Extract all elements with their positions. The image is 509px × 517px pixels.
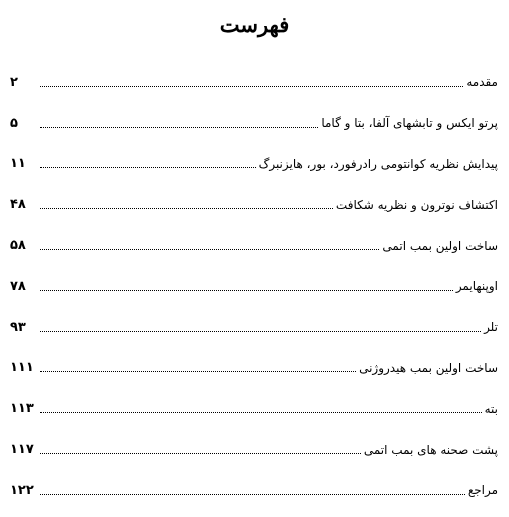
toc-page-number: ۱۲۲ (10, 482, 34, 498)
toc-entry-title: بته (484, 401, 498, 416)
dot-leader (40, 290, 453, 291)
toc-entry[interactable] (10, 144, 498, 185)
toc-page-number: ۵ (10, 115, 18, 131)
toc-entry[interactable] (10, 266, 498, 307)
toc-page-number: ۹۳ (10, 319, 26, 335)
toc-entry-title: پشت صحنه های بمب اتمی (363, 442, 498, 457)
toc-entry-title: اوپنهایمر (455, 279, 498, 294)
toc-entry[interactable] (10, 307, 498, 348)
page-title: فهرست (219, 12, 290, 37)
table-of-contents (10, 62, 498, 511)
toc-page-number: ۴۸ (10, 197, 26, 213)
dot-leader (40, 453, 361, 454)
toc-entry-title: پرتو ایکس و تابشهای آلفا، بتا و گاما (321, 116, 498, 131)
toc-page-number: ۱۱۳ (10, 401, 34, 417)
toc-entry[interactable] (10, 348, 498, 389)
dot-leader (40, 249, 379, 250)
dot-leader (40, 127, 318, 128)
dot-leader (40, 371, 356, 372)
toc-page-number: ۲ (10, 74, 18, 90)
dot-leader (40, 208, 333, 209)
toc-entry[interactable] (10, 225, 498, 266)
toc-entry-title: پیدایش نظریه کوانتومی رادرفورد، بور، هایزنبرگ (258, 156, 498, 171)
toc-entry[interactable] (10, 184, 498, 225)
toc-entry-title: ساخت اولین بمب اتمی (382, 238, 498, 253)
dot-leader (40, 412, 482, 413)
toc-entry-title: مراجع (467, 483, 498, 498)
toc-entry[interactable] (10, 470, 498, 511)
toc-page-number: ۵۸ (10, 238, 26, 254)
toc-page-number: ۷۸ (10, 278, 26, 294)
toc-entry-title: تلر (484, 320, 498, 335)
dot-leader (40, 86, 463, 87)
dot-leader (40, 167, 256, 168)
dot-leader (40, 331, 481, 332)
dot-leader (40, 494, 465, 495)
toc-entry[interactable] (10, 429, 498, 470)
toc-entry[interactable] (10, 103, 498, 144)
toc-entry-title: مقدمه (466, 75, 498, 90)
toc-entry-title: ساخت اولین بمب هیدروژنی (359, 360, 498, 375)
toc-page-number: ۱۱ (10, 156, 26, 172)
toc-entry[interactable] (10, 388, 498, 429)
toc-entry-title: اکتشاف نوترون و نظریه شکافت (335, 197, 498, 212)
toc-page-number: ۱۱۷ (10, 442, 34, 458)
toc-page-number: ۱۱۱ (10, 360, 34, 376)
toc-entry[interactable] (10, 62, 498, 103)
